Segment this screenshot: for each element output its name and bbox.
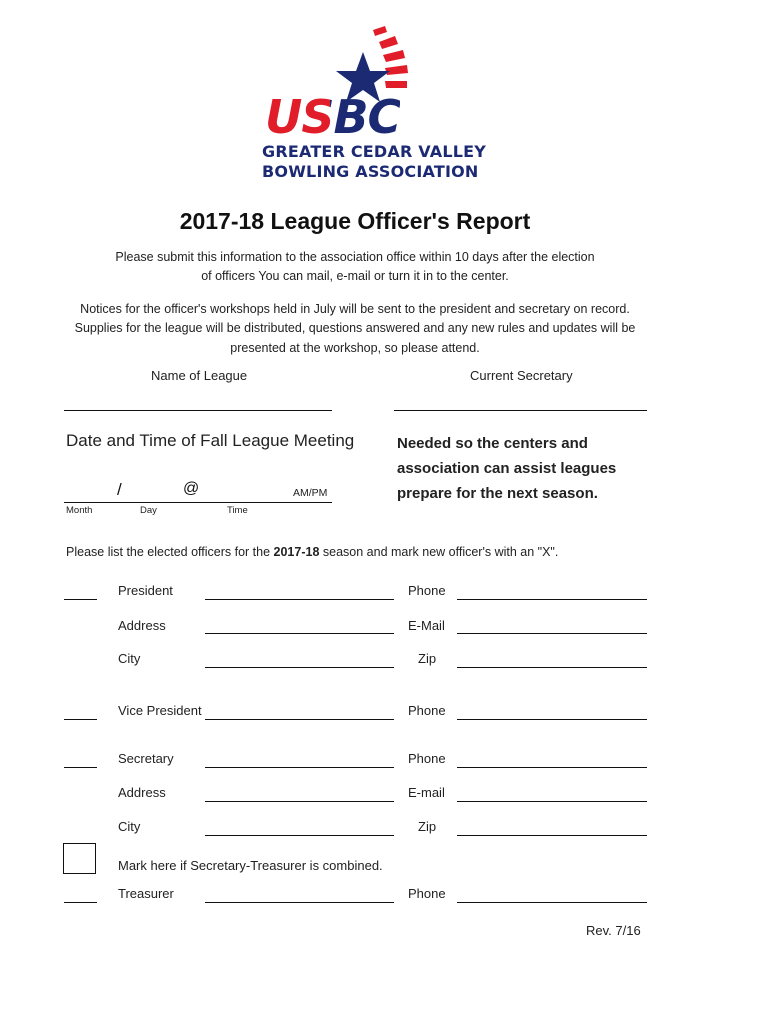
current-secretary-label: Current Secretary [470,368,573,383]
time-caption: Time [227,505,248,516]
secretary-city-field[interactable] [205,835,394,836]
date-slash: / [117,480,122,499]
president-zip-field[interactable] [457,667,647,668]
officers-instruction-after: season and mark new officer's with an "X". [319,545,559,559]
meeting-datetime-field[interactable] [64,502,332,503]
officers-instruction-season: 2017-18 [273,545,320,559]
vice-president-name-field[interactable] [205,719,394,720]
usbc-wordmark: USBC [265,90,401,144]
notice-line-3: presented at the workshop, so please attend. [230,341,480,355]
president-phone-field[interactable] [457,599,647,600]
treasurer-label: Treasurer [118,886,174,901]
page-title: 2017-18 League Officer's Report [179,208,531,234]
secretary-address-label: Address [118,785,166,800]
president-name-field[interactable] [205,599,394,600]
league-name-field[interactable] [64,410,332,411]
ampm-label: AM/PM [293,487,328,499]
secretary-phone-field[interactable] [457,767,647,768]
president-city-label: City [118,651,141,666]
secretary-phone-label: Phone [408,751,446,766]
president-address-label: Address [118,618,166,633]
vice-president-new-mark-field[interactable] [64,719,97,720]
president-email-field[interactable] [457,633,647,634]
president-email-label: E-Mail [408,618,445,633]
secretary-new-mark-field[interactable] [64,767,97,768]
association-name-line1: GREATER CEDAR VALLEY [262,142,487,161]
notice-line-2: Supplies for the league will be distributed, questions answered and any new rules and updates will be [74,321,636,335]
combined-checkbox[interactable] [63,843,96,874]
secretary-address-field[interactable] [205,801,394,802]
president-zip-label: Zip [418,651,437,666]
needed-note-line-2: association can assist leagues [397,460,617,477]
treasurer-new-mark-field[interactable] [64,902,97,903]
president-label: President [118,583,173,598]
secretary-label: Secretary [118,751,174,766]
officers-instruction-before: Please list the elected officers for the [66,545,274,559]
league-name-label: Name of League [151,368,248,383]
treasurer-phone-label: Phone [408,886,446,901]
meeting-heading: Date and Time of Fall League Meeting [66,431,355,450]
secretary-name-field[interactable] [205,767,394,768]
combined-label: Mark here if Secretary-Treasurer is combined. [118,858,383,873]
president-city-field[interactable] [205,667,394,668]
intro-line-2: of officers You can mail, e-mail or turn it in to the center. [201,269,509,283]
month-caption: Month [66,505,93,516]
treasurer-name-field[interactable] [205,902,394,903]
vice-president-phone-label: Phone [408,703,446,718]
time-at: @ [183,480,200,497]
vice-president-phone-field[interactable] [457,719,647,720]
needed-note-line-1: Needed so the centers and [397,435,588,452]
needed-note [397,431,616,506]
usbc-logo [255,24,495,184]
needed-note-line-3: prepare for the next season. [397,485,598,502]
secretary-email-label: E-mail [408,785,445,800]
secretary-zip-label: Zip [418,819,437,834]
president-phone-label: Phone [408,583,446,598]
officers-instruction [66,545,558,559]
secretary-zip-field[interactable] [457,835,647,836]
treasurer-phone-field[interactable] [457,902,647,903]
day-caption: Day [140,505,157,516]
secretary-email-field[interactable] [457,801,647,802]
president-address-field[interactable] [205,633,394,634]
notice-line-1: Notices for the officer's workshops held in July will be sent to the president and secretary on record. [80,302,630,316]
secretary-city-label: City [118,819,141,834]
current-secretary-field[interactable] [394,410,647,411]
revision-label: Rev. 7/16 [586,923,641,938]
intro-line-1: Please submit this information to the association office within 10 days after the election [115,250,595,264]
association-name-line2: BOWLING ASSOCIATION [262,162,479,181]
vice-president-label: Vice President [118,703,202,718]
president-new-mark-field[interactable] [64,599,97,600]
